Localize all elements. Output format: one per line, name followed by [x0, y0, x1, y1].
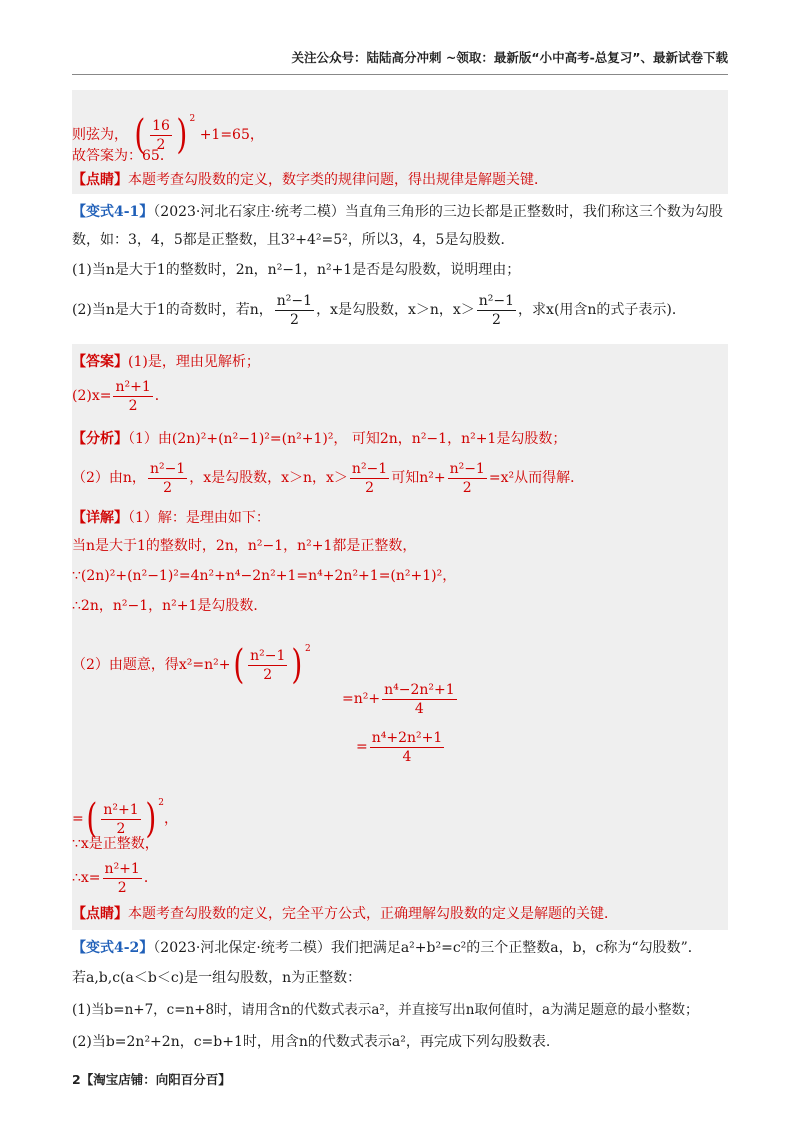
- q42-line1: 【变式4-2】（2023·河北保定·统考二模）我们把满足a²+b²=c²的三个正整数a，b，c称为“勾股数”．: [72, 940, 702, 956]
- q41-part1: (1)当n是大于1的整数时，2n，n²−1，n²+1是否是勾股数，说明理由；: [72, 262, 521, 278]
- page-header: 关注公众号：陆陆高分冲刺 ~领取：最新版“小中高考-总复习”、最新试卷下载: [291, 50, 728, 65]
- q42-part2: (2)当b=2n²+2n，c=b+1时，用含n的代数式表示a²，再完成下列勾股数表.: [72, 1034, 551, 1050]
- dianjing-2-line: 【点睛】本题考查勾股数的定义，完全平方公式，正确理解勾股数的定义是解题的关键．: [72, 906, 618, 922]
- d6-fraction: $\frac{\text{n⁴+2n²+1}}{4}$: [371, 729, 443, 765]
- d5-fraction: $\frac{\text{n⁴−2n²+1}}{4}$: [384, 681, 455, 717]
- page-footer: [72, 1070, 231, 1088]
- detail-d1: 当n是大于1的整数时，2n，n²−1，n²+1都是正整数，: [72, 538, 417, 554]
- analysis-fraction-1: $\frac{\text{n²−1}}{2}$: [149, 460, 186, 496]
- hyp-rest: +1=65，: [199, 127, 264, 143]
- shop-name: 【淘宝店铺：向阳百分百】: [80, 1072, 231, 1087]
- analysis-fraction-3: $\frac{\text{n²−1}}{2}$: [449, 460, 485, 496]
- detail-d7: =( $\frac{\text{n²+1}}{2}$ ) $^2$，: [72, 796, 178, 842]
- header-rule: [72, 74, 728, 75]
- answer-line: 故答案为：65．: [72, 148, 174, 164]
- q41-fraction-2: $\frac{\text{n²−1}}{2}$: [478, 292, 515, 328]
- detail-d8: ∵x是正整数，: [72, 836, 159, 852]
- hyp-prefix: 则弦为，: [72, 127, 128, 143]
- question-4-1: [72, 194, 728, 332]
- hypotenuse-line: 则弦为， ( $\frac{16}{2}$ ) $^2$ +1=65，: [72, 112, 264, 158]
- d7-left-paren: (: [86, 796, 98, 842]
- q41-line2: 数，如：3，4，5都是正整数，且3²+4²=5²，所以3，4，5是勾股数．: [72, 232, 515, 248]
- question-4-2: [72, 930, 728, 1054]
- detail-d3: ∴2n，n²−1，n²+1是勾股数．: [72, 598, 268, 614]
- answer2-line: (2)x= $\frac{\text{n²+1}}{2}$ ．: [72, 378, 169, 414]
- detail-line: 【详解】（1）解：是理由如下：: [72, 510, 270, 526]
- solution-block-top: [72, 90, 728, 194]
- detail-d5: =n²+ $\frac{\text{n⁴−2n²+1}}{4}$: [342, 681, 455, 717]
- dianjing-line: 【点睛】本题考查勾股数的定义，数字类的规律问题，得出规律是解题关键．: [72, 172, 548, 188]
- detail-d4: （2）由题意，得x²=n²+( $\frac{\text{n²−1}}{2}$ ) $^2$: [72, 642, 311, 688]
- d7-fraction: $\frac{\text{n²+1}}{2}$: [103, 801, 139, 837]
- q41-part2: (2)当n是大于1的奇数时，若n， $\frac{\text{n²−1}}{2}$ ，x是勾股数，x＞n，x＞ $\frac{\text{n²−1}}{2}$ ，求x(用含n的式子表示)．: [72, 292, 686, 328]
- d4-fraction: $\frac{\text{n²−1}}{2}$: [250, 647, 286, 683]
- q41-fraction-1: $\frac{\text{n²−1}}{2}$: [276, 292, 313, 328]
- q41-line1: 【变式4-1】（2023·河北石家庄·统考二模）当直角三角形的三边长都是正整数时，我们称这三个数为勾股: [72, 204, 723, 220]
- hyp-fraction: $\frac{16}{2}$: [152, 117, 170, 153]
- answer-tag-line: 【答案】(1)是，理由见解析；: [72, 354, 260, 370]
- analysis-line2: （2）由n， $\frac{\text{n²−1}}{2}$ ，x是勾股数，x＞n，x＞ $\frac{\text{n²−1}}{2}$ 可知n²+ $\frac{\text{n²−1}}{2}$ =x²从而得解．: [72, 460, 585, 496]
- solution-4-1: [72, 344, 728, 930]
- q42-line2: 若a,b,c(a＜b＜c)是一组勾股数，n为正整数：: [72, 970, 362, 986]
- left-paren: (: [134, 112, 146, 158]
- answer2-fraction: $\frac{\text{n²+1}}{2}$: [115, 378, 151, 414]
- detail-d2: ∵(2n)²+(n²−1)²=4n²+n⁴−2n²+1=n⁴+2n²+1=(n²+1)²，: [72, 568, 457, 584]
- d7-right-paren: ): [144, 796, 156, 842]
- d4-right-paren: ): [291, 642, 303, 688]
- detail-d9: ∴x= $\frac{\text{n²+1}}{2}$ ．: [72, 860, 158, 896]
- detail-d6: = $\frac{\text{n⁴+2n²+1}}{4}$: [356, 729, 443, 765]
- d9-fraction: $\frac{\text{n²+1}}{2}$: [104, 860, 140, 896]
- analysis-fraction-2: $\frac{\text{n²−1}}{2}$: [351, 460, 388, 496]
- analysis-line1: 【分析】（1）由(2n)²+(n²−1)²=(n²+1)²， 可知2n，n²−1，n²+1是勾股数；: [72, 431, 567, 447]
- right-paren: ): [176, 112, 188, 158]
- d4-left-paren: (: [232, 642, 244, 688]
- page-number: 2: [72, 1072, 81, 1087]
- q42-part1: (1)当b=n+7，c=n+8时，请用含n的代数式表示a²，并直接写出n取何值时，a为满足题意的最小整数；: [72, 1002, 699, 1018]
- page-content: [72, 90, 728, 1054]
